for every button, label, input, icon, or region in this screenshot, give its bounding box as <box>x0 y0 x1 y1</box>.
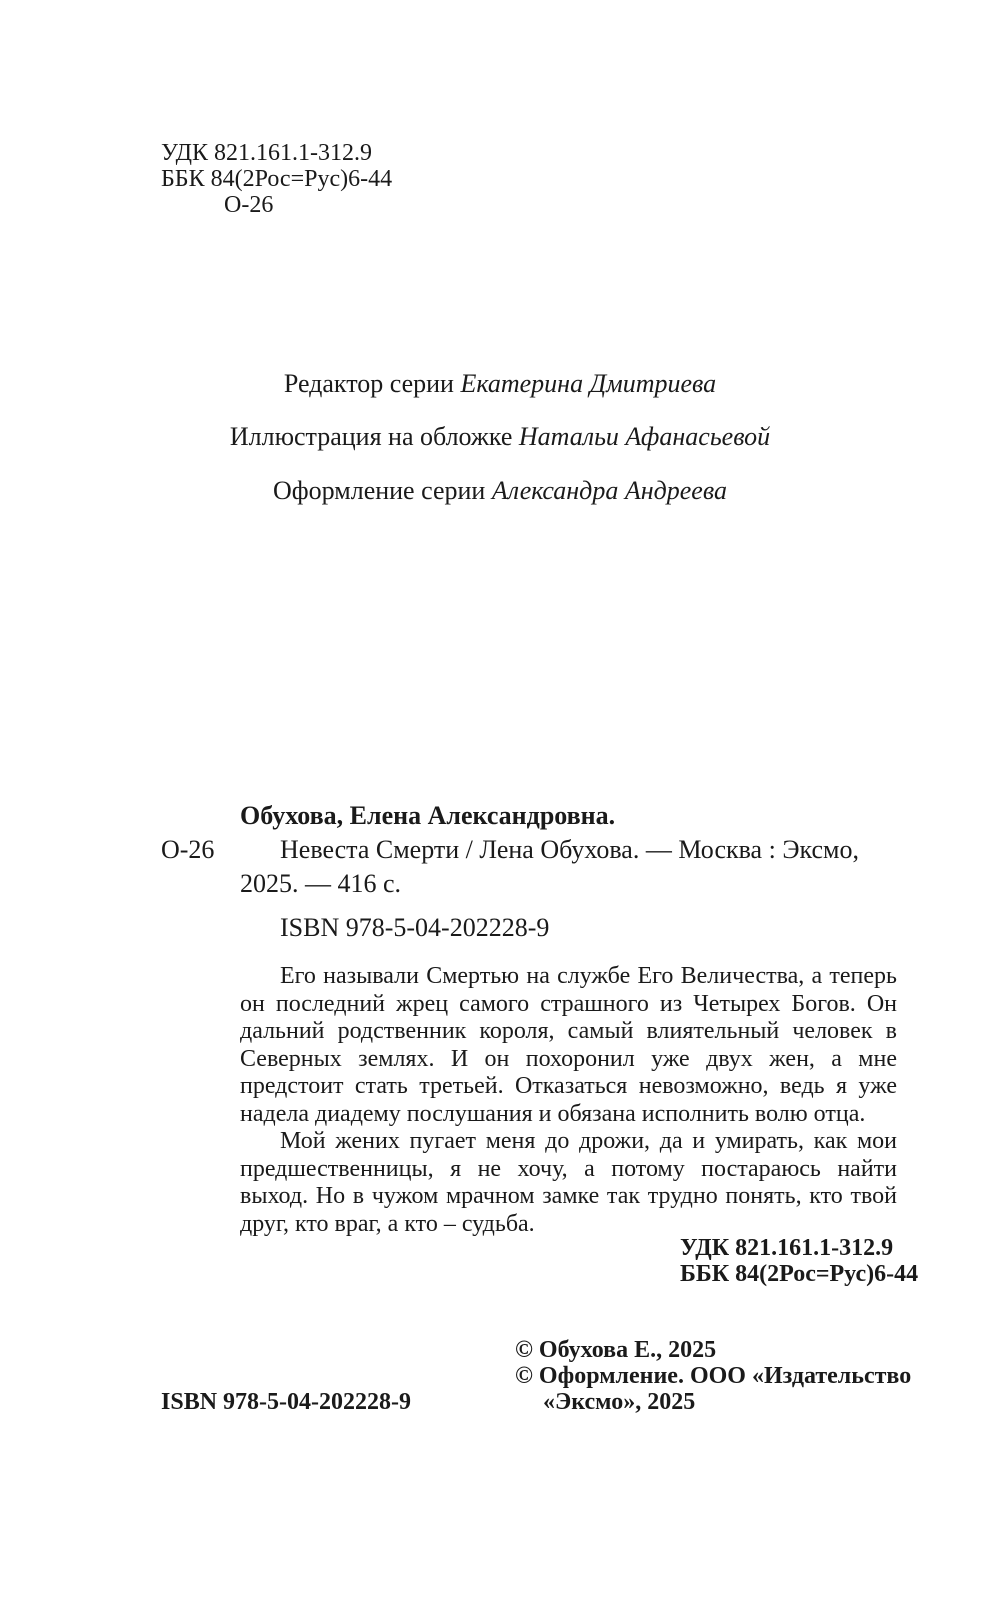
credit-role: Оформление серии <box>273 476 486 505</box>
credit-series-editor <box>0 369 1000 399</box>
annotation-paragraph: Его называли Смертью на службе Его Величества, а теперь он последний жрец самого страшного из Четырех Богов. Он дальний родственник короля, самый влиятельный человек в Северных землях. И он похоронил уже двух жен, а мне предстоит стать третьей. Отказаться невозможно, ведь я уже надела диадему послушания и обязана исполнить волю отца. <box>240 963 897 1127</box>
author-mark-top: О-26 <box>224 192 274 218</box>
title-statement-line-1: Невеста Смерти / Лена Обухова. — Москва : Эксмо, <box>280 835 859 864</box>
credit-role: Иллюстрация на обложке <box>229 422 513 451</box>
author-mark: О-26 <box>161 835 215 864</box>
author-heading: Обухова, Елена Александровна. <box>240 801 616 830</box>
credit-person: Александра Андреева <box>491 476 727 505</box>
annotation <box>240 963 897 1238</box>
isbn-footer: ISBN 978-5-04-202228-9 <box>161 1389 411 1415</box>
bbk-code-bottom: ББК 84(2Рос=Рус)6-44 <box>680 1261 919 1287</box>
credit-role: Редактор серии <box>283 369 454 398</box>
udk-code-bottom: УДК 821.161.1-312.9 <box>680 1235 894 1261</box>
udk-code-top: УДК 821.161.1-312.9 <box>161 140 372 166</box>
isbn-line: ISBN 978-5-04-202228-9 <box>280 913 550 942</box>
copyright-design-line-1: © Оформление. ООО «Издательство <box>515 1363 912 1389</box>
credit-person: Екатерина Дмитриева <box>460 369 717 398</box>
annotation-paragraph: Мой жених пугает меня до дрожи, да и умирать, как мои предшественницы, я не хочу, а потому постараюсь найти выход. Но в чужом мрачном замке так трудно понять, кто твой друг, кто враг, а кто – судьба. <box>240 1128 897 1237</box>
credit-cover-illustration <box>0 422 1000 452</box>
credit-person: Натальи Афанасьевой <box>518 422 771 451</box>
credit-series-design <box>0 476 1000 506</box>
bbk-code-top: ББК 84(2Рос=Рус)6-44 <box>161 166 393 192</box>
copyright-design-line-2: «Эксмо», 2025 <box>543 1389 696 1415</box>
title-statement-line-2: 2025. — 416 с. <box>240 869 402 898</box>
copyright-author: © Обухова Е., 2025 <box>515 1337 717 1363</box>
